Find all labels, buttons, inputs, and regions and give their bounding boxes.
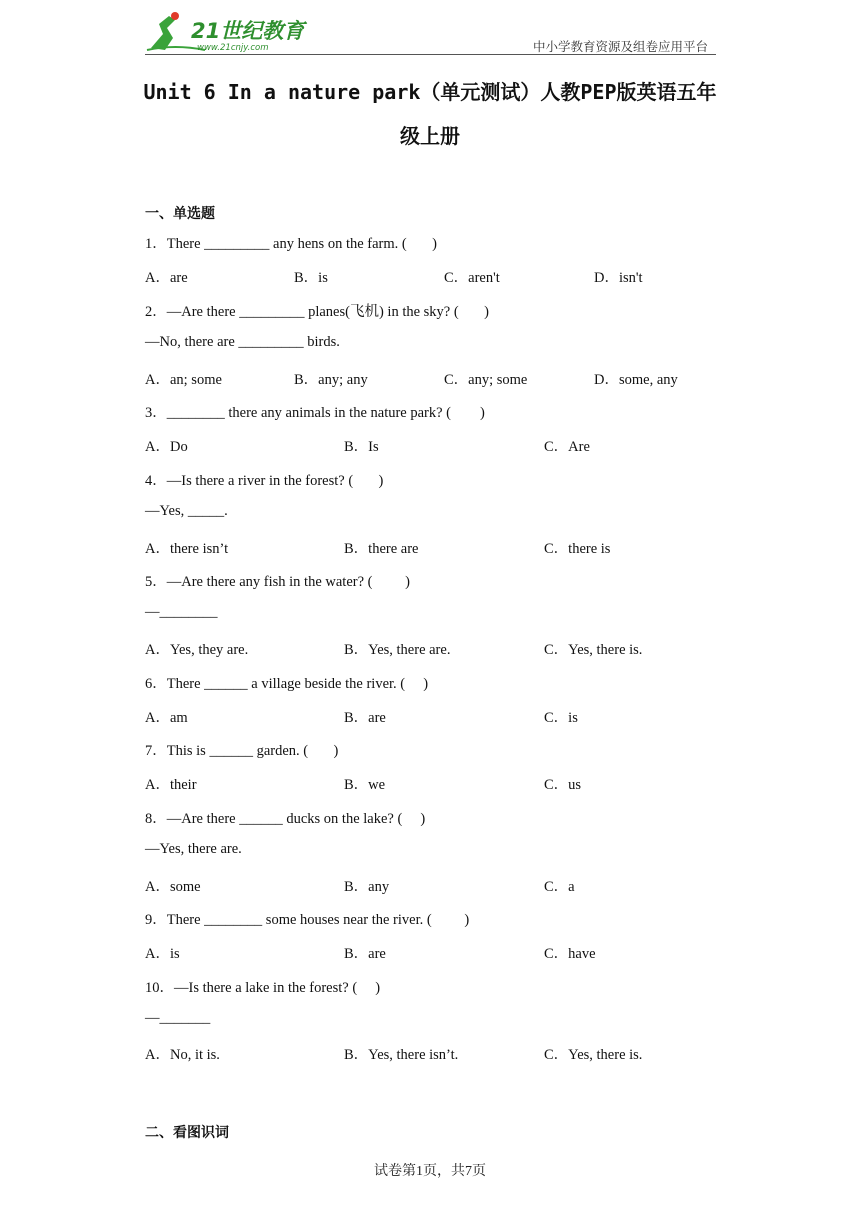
question-2-option-d: D．some, any [594,372,678,388]
question-6-stem: 6．There ______ a village beside the river. ( ) [145,676,429,692]
logo-url: www.21cnjy.com [197,43,269,53]
logo-wordmark: 21世纪教育 [191,19,305,43]
question-2-option-b: B．any; any [294,372,368,388]
question-4-option-b: B．there are [344,541,419,557]
document-title-line2: 级上册 [400,124,460,148]
question-2-response: —No, there are _________ birds. [145,334,340,350]
section-heading-picture-words: 二、看图识词 [145,1125,229,1141]
question-10-option-b: B．Yes, there isn’t. [344,1047,459,1063]
question-8-option-b: B．any [344,879,390,895]
question-6-option-b: B．are [344,710,386,726]
question-9-option-a: A．is [145,946,180,962]
logo [145,10,315,54]
question-4-stem: 4．—Is there a river in the forest? ( ) [145,473,384,489]
question-5-option-a: A．Yes, they are. [145,642,249,658]
question-2-option-a: A．an; some [145,372,222,388]
question-8-stem: 8．—Are there ______ ducks on the lake? ( ) [145,811,426,827]
question-5-stem: 5．—Are there any fish in the water? ( ) [145,574,410,590]
question-1-option-d: D．isn't [594,270,643,286]
question-3-option-c: C．Are [544,439,590,455]
question-7-option-a: A．their [145,777,197,793]
question-2-stem: 2．—Are there _________ planes(飞机) in the sky? ( ) [145,304,489,320]
question-10-option-c: C．Yes, there is. [544,1047,643,1063]
question-10-option-a: A．No, it is. [145,1047,220,1063]
question-3-option-a: A．Do [145,439,188,455]
question-10-response: —_______ [145,1010,211,1026]
question-3-option-b: B．Is [344,439,379,455]
question-1-option-a: A．are [145,270,188,286]
runner-icon [151,16,175,50]
question-4-response: —Yes, _____. [145,503,228,519]
question-7-option-b: B．we [344,777,386,793]
question-1-option-c: C．aren't [444,270,500,286]
question-8-option-a: A．some [145,879,201,895]
question-4-option-c: C．there is [544,541,611,557]
question-8-response: —Yes, there are. [145,841,242,857]
question-7-option-c: C．us [544,777,582,793]
document-title-line1: Unit 6 In a nature park（单元测试）人教PEP版英语五年 [143,80,717,104]
question-9-option-c: C．have [544,946,596,962]
question-6-option-c: C．is [544,710,578,726]
section-heading-multiple-choice: 一、单选题 [145,206,215,222]
question-7-stem: 7．This is ______ garden. ( ) [145,743,339,759]
site-label: 中小学教育资源及组卷应用平台 [532,39,708,54]
question-1-stem: 1．There _________ any hens on the farm. ( ) [145,236,437,252]
page-footer: 试卷第1页，共7页 [374,1164,486,1179]
question-8-option-c: C．a [544,879,575,895]
question-2-option-c: C．any; some [444,372,528,388]
page-header [145,10,716,56]
question-4-option-a: A．there isn’t [145,541,229,557]
question-10-stem: 10．—Is there a lake in the forest? ( ) [145,980,381,996]
question-1-option-b: B．is [294,270,328,286]
question-5-response: —________ [145,604,218,620]
question-6-option-a: A．am [145,710,188,726]
question-9-stem: 9．There ________ some houses near the river. ( ) [145,912,470,928]
question-5-option-b: B．Yes, there are. [344,642,451,658]
question-5-option-c: C．Yes, there is. [544,642,643,658]
header-divider [145,54,716,55]
question-3-stem: 3．________ there any animals in the nature park? ( ) [145,405,485,421]
question-9-option-b: B．are [344,946,386,962]
